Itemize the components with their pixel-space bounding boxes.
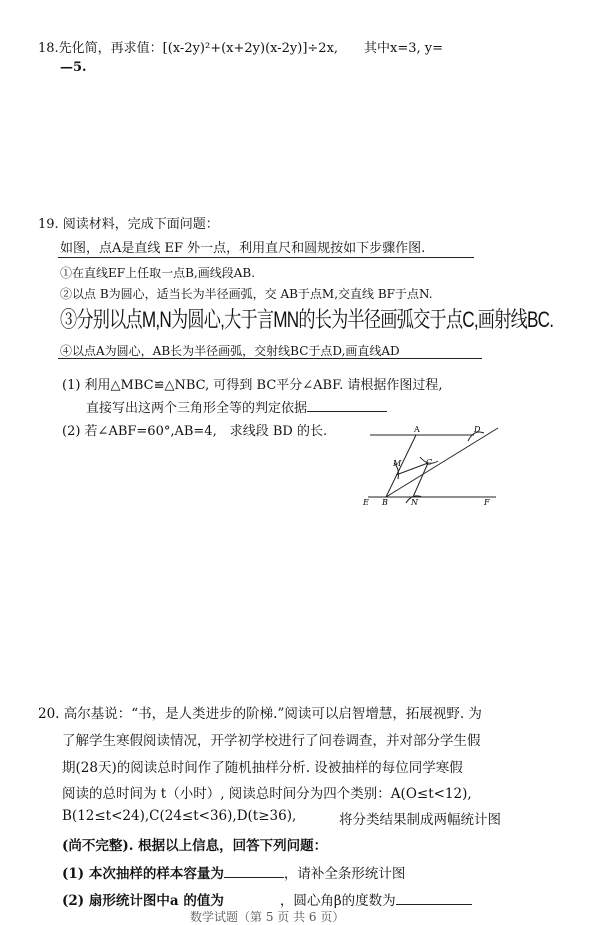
q19-step1: ①在直线EF上任取一点B,画线段AB.: [60, 266, 256, 280]
answer-blank[interactable]: [307, 399, 387, 412]
q19-part1-line2-text: 直接写出这两个三角形全等的判定依据: [86, 401, 308, 416]
q20-line5a: B(12≤t<24),C(24≤t<36),D(t≥36),: [62, 808, 297, 824]
q19-part2: (2) 若∠ABF=60°,AB=4, 求线段 BD 的长.: [62, 424, 328, 439]
q19-part1-line2: [86, 397, 387, 416]
q18-line1: 18.先化简，再求值：[(x-2y)²+(x+2y)(x-2y)]÷2x, 其中x=3, y=: [38, 41, 444, 56]
q18-line2: —5.: [60, 60, 87, 75]
q20-part1: [62, 862, 405, 882]
q19-intro: 如图，点A是直线 EF 外一点，利用直尺和圆规按如下步骤作图.: [60, 241, 426, 256]
label-D: D: [474, 425, 481, 434]
q20-line2: 了解学生寒假阅读情况，开学初学校进行了问卷调查，并对部分学生假: [62, 733, 481, 749]
q19-part1-line1: (1) 利用△MBC≌△NBC, 可得到 BC平分∠ABF. 请根据作图过程,: [62, 378, 443, 393]
q20-line4: 阅读的总时间为 t（小时）, 阅读总时间分为四个类别：A(O≤t<12),: [62, 786, 472, 802]
answer-blank[interactable]: [396, 892, 472, 905]
q20-line1: 20. 高尔基说：“书，是人类进步的阶梯.”阅读可以启智增慧，拓展视野. 为: [38, 706, 482, 722]
q20-line3: 期(28天)的阅读总时间作了随机抽样分析. 设被抽样的每位同学寒假: [62, 760, 463, 776]
q19-title: 19. 阅读材料，完成下面问题：: [38, 217, 219, 232]
q19-step2: ②以点 B为圆心，适当长为半径画弧，交 AB于点M,交直线 BF于点N.: [60, 287, 433, 301]
label-E: E: [363, 498, 369, 507]
q19-step3: ③分别以点M,N为圆心,大于言MN的长为半径画弧交于点C,画射线BC.: [60, 307, 554, 332]
q20-part1-text-a: (1) 本次抽样的样本容量为: [62, 866, 224, 882]
q19-intro-rule: [58, 257, 474, 258]
label-N: N: [411, 498, 418, 507]
q19-step4-rule: [58, 358, 482, 359]
answer-blank[interactable]: [224, 865, 284, 878]
label-A: A: [414, 425, 420, 434]
q19-step4: ④以点A为圆心，AB长为半径画弧，交射线BC于点D,画直线AD: [60, 344, 400, 358]
page-footer: 数学试题（第 5 页 共 6 页）: [190, 910, 345, 924]
geometry-figure: [356, 423, 506, 509]
q20-line5b: 将分类结果制成两幅统计图: [339, 812, 501, 828]
q20-part2-text-b: ，圆心角β的度数为: [279, 893, 396, 909]
label-C: C: [426, 458, 433, 467]
q20-part1-text-b: ，请补全条形统计图: [283, 866, 406, 882]
label-B: B: [382, 498, 388, 507]
label-F: F: [484, 498, 490, 507]
q20-line6: (尚不完整). 根据以上信息，回答下列问题：: [62, 838, 328, 854]
q20-part2-text-a: (2) 扇形统计图中a 的值为: [62, 893, 224, 909]
label-M: M: [393, 459, 402, 468]
q20-part2: [62, 889, 472, 909]
